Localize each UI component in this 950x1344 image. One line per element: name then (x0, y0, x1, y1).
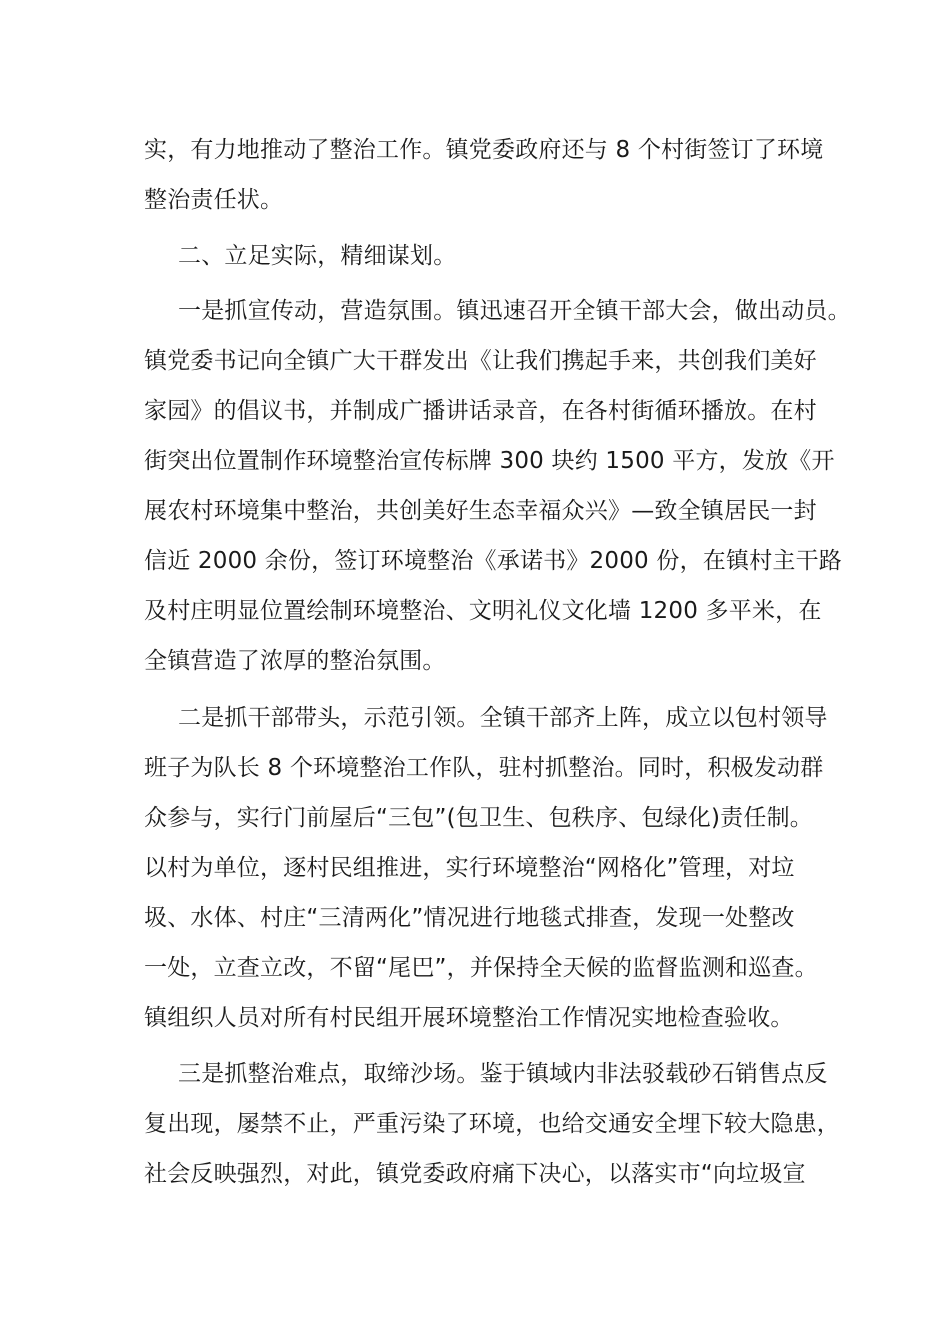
text-line: 信近 2000 余份，签订环境整治《承诺书》2000 份，在镇村主干路 (144, 548, 842, 574)
text-line: 二是抓干部带头，示范引领。全镇干部齐上阵，成立以包村领导 (178, 705, 828, 731)
text-line: 众参与，实行门前屋后“三包”(包卫生、包秩序、包绿化)责任制。 (144, 805, 813, 831)
text-line: 复出现，屡禁不止，严重污染了环境，也给交通安全埋下较大隐患， (144, 1111, 840, 1137)
text-line: 全镇营造了浓厚的整治氛围。 (144, 648, 446, 674)
text-line: 班子为队长 8 个环境整治工作队，驻村抓整治。同时，积极发动群 (144, 755, 824, 781)
text-line: 整治责任状。 (144, 187, 284, 213)
text-line: 实，有力地推动了整治工作。镇党委政府还与 8 个村街签订了环境 (144, 137, 824, 163)
text-line: 及村庄明显位置绘制环境整治、文明礼仪文化墙 1200 多平米，在 (144, 598, 822, 624)
text-line: 街突出位置制作环境整治宣传标牌 300 块约 1500 平方，发放《开 (144, 448, 835, 474)
text-line: 以村为单位，逐村民组推进，实行环境整治“网格化”管理，对垃 (144, 855, 795, 881)
text-line: 三是抓整治难点，取缔沙场。鉴于镇域内非法驳载砂石销售点反 (178, 1061, 828, 1087)
text-line: 一是抓宣传动，营造氛围。镇迅速召开全镇干部大会，做出动员。 (178, 298, 851, 324)
text-line: 家园》的倡议书，并制成广播讲话录音，在各村街循环播放。在村 (144, 398, 817, 424)
text-line: 展农村环境集中整治，共创美好生态幸福众兴》—致全镇居民一封 (144, 498, 817, 524)
text-line: 镇组织人员对所有村民组开展环境整治工作情况实地检查验收。 (144, 1005, 794, 1031)
text-line: 镇党委书记向全镇广大干群发出《让我们携起手来，共创我们美好 (144, 348, 817, 374)
section-heading: 二、立足实际，精细谋划。 (178, 243, 457, 269)
text-line: 一处，立查立改，不留“尾巴”，并保持全天候的监督监测和巡查。 (144, 955, 818, 981)
text-line: 社会反映强烈，对此，镇党委政府痛下决心，以落实市“向垃圾宣 (144, 1161, 806, 1187)
text-line: 圾、水体、村庄“三清两化”情况进行地毯式排查，发现一处整改 (144, 905, 795, 931)
